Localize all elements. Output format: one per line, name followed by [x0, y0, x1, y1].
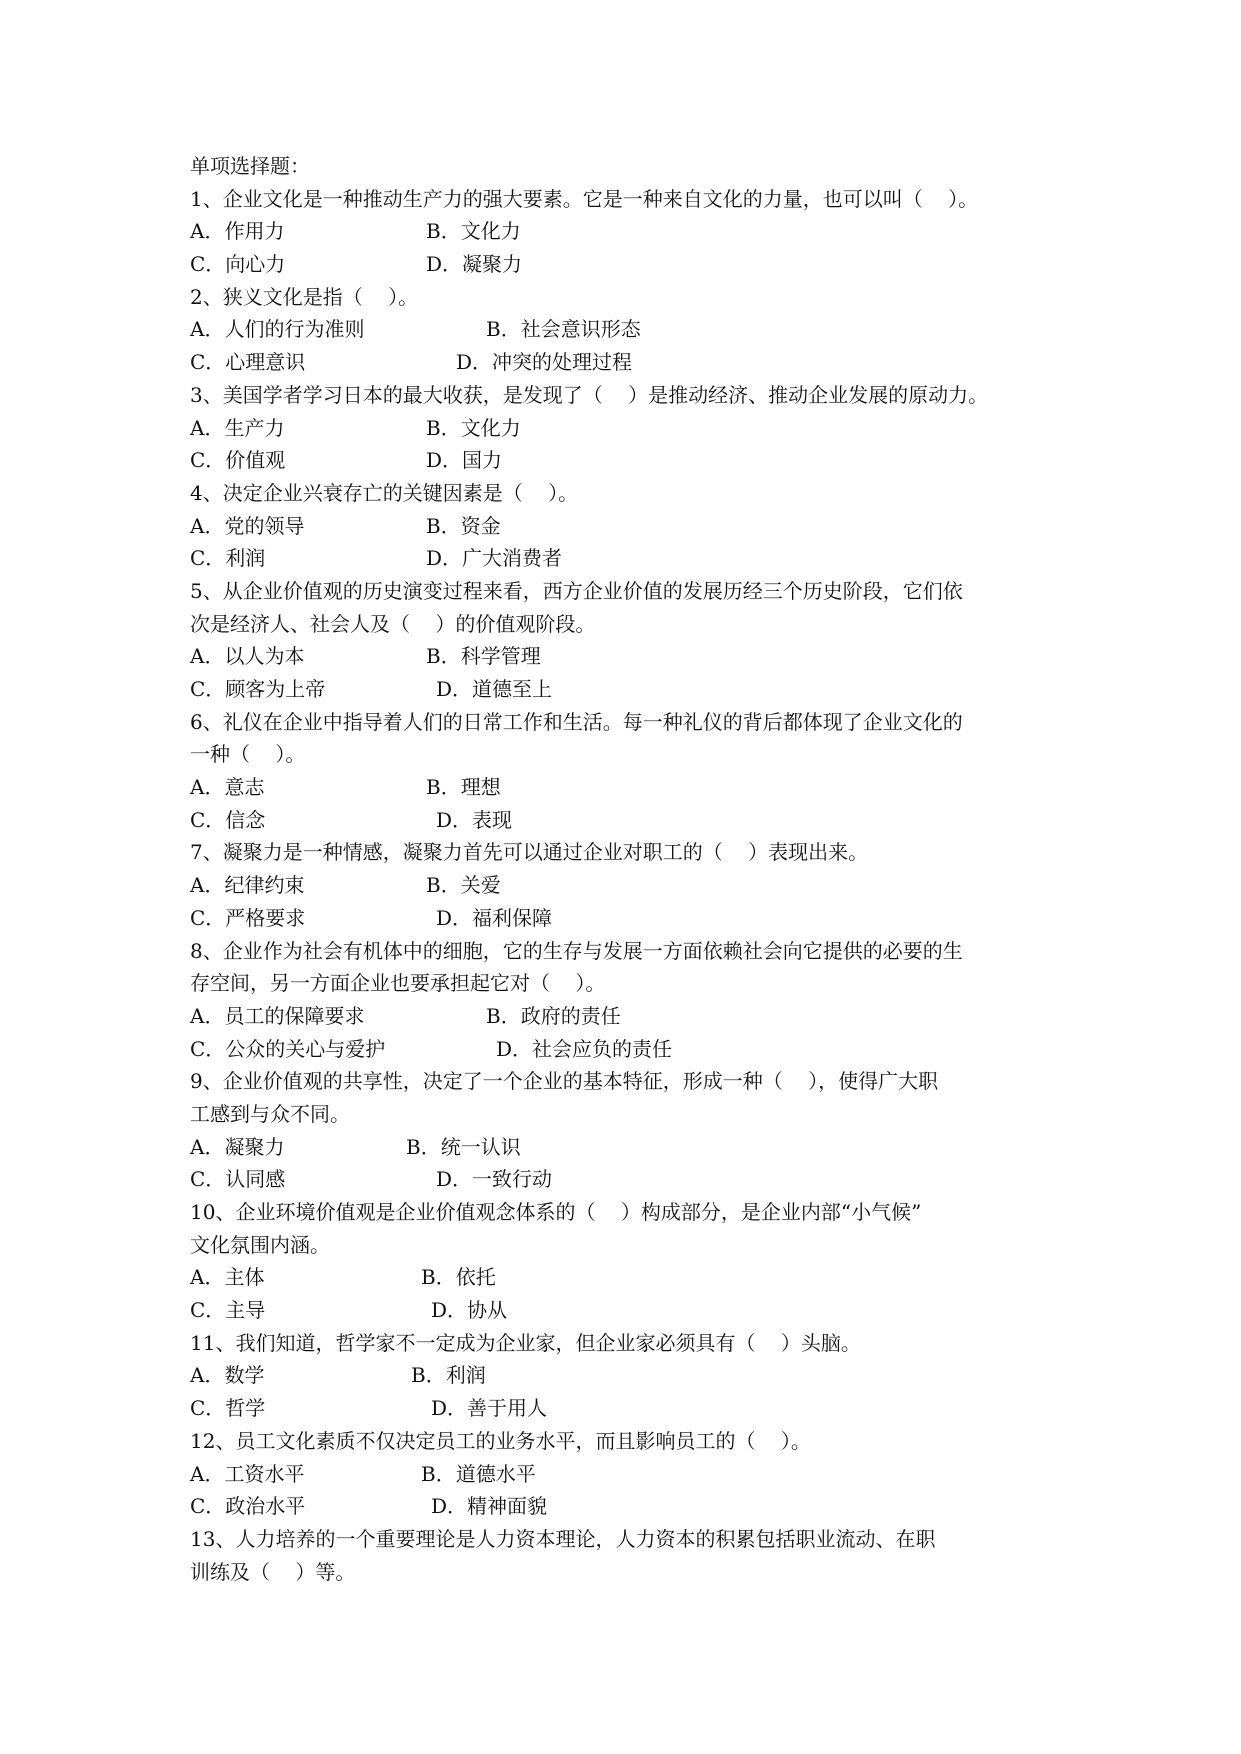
option-b: B．社会意识形态	[486, 317, 641, 342]
question-10	[190, 1196, 1090, 1327]
option-b: B．文化力	[426, 219, 521, 244]
question-2	[190, 281, 1090, 379]
option-d: D．凝聚力	[426, 252, 523, 277]
option-row	[190, 640, 1090, 673]
option-row	[190, 412, 1090, 445]
question-stem-line: 9、企业价值观的共享性，决定了一个企业的基本特征，形成一种（ ），使得广大职	[190, 1069, 939, 1094]
option-a: A．以人为本	[190, 644, 305, 669]
option-row	[190, 1392, 1090, 1425]
option-d: D．社会应负的责任	[496, 1036, 673, 1061]
question-4	[190, 477, 1090, 575]
option-row	[190, 1294, 1090, 1327]
option-b: B．政府的责任	[486, 1003, 621, 1028]
exam-document	[190, 150, 1090, 1588]
question-stem-line: 7、凝聚力是一种情感，凝聚力首先可以通过企业对职工的（ ）表现出来。	[190, 840, 869, 865]
question-stem-line: 8、企业作为社会有机体中的细胞，它的生存与发展一方面依赖社会向它提供的必要的生	[190, 938, 963, 963]
question-9	[190, 1065, 1090, 1196]
option-c: C．严格要求	[190, 905, 306, 930]
option-d: D．精神面貌	[431, 1494, 548, 1519]
option-d: D．道德至上	[436, 677, 553, 701]
option-a: A．工资水平	[190, 1461, 305, 1486]
option-a: A．数学	[190, 1363, 265, 1388]
question-list	[190, 183, 1090, 1589]
option-c: C．公众的关心与爱护	[190, 1036, 386, 1061]
question-stem-line: 训练及（ ）等。	[190, 1559, 356, 1584]
question-stem-line: 工感到与众不同。	[190, 1101, 350, 1126]
option-row	[190, 542, 1090, 575]
option-b: B．依托	[421, 1265, 496, 1290]
option-b: B．科学管理	[426, 644, 541, 669]
option-a: A．凝聚力	[190, 1134, 285, 1159]
option-row	[190, 771, 1090, 804]
option-a: A．员工的保障要求	[190, 1003, 365, 1028]
option-c: C．心理意识	[190, 350, 306, 375]
option-b: B．理想	[426, 775, 501, 800]
option-row	[190, 313, 1090, 346]
option-b: B．道德水平	[421, 1461, 536, 1486]
question-stem-line: 13、人力培养的一个重要理论是人力资本理论，人力资本的积累包括职业流动、在职	[190, 1526, 936, 1551]
option-d: D．冲突的处理过程	[456, 350, 633, 375]
question-11	[190, 1327, 1090, 1425]
option-c: C．认同感	[190, 1167, 286, 1192]
option-row	[190, 1458, 1090, 1491]
option-a: A．意志	[190, 775, 265, 800]
question-stem-line: 文化氛围内涵。	[190, 1232, 330, 1257]
option-row	[190, 1033, 1090, 1066]
option-row	[190, 1359, 1090, 1392]
option-row	[190, 346, 1090, 379]
option-row	[190, 1490, 1090, 1523]
section-heading: 单项选择题：	[190, 154, 310, 178]
option-a: A．作用力	[190, 219, 285, 244]
question-1	[190, 183, 1090, 281]
option-row	[190, 1261, 1090, 1294]
question-stem-line: 存空间，另一方面企业也要承担起它对（ ）。	[190, 971, 606, 996]
question-stem-line: 10、企业环境价值观是企业价值观念体系的（ ）构成部分，是企业内部“小气候”	[190, 1200, 922, 1224]
option-row	[190, 1000, 1090, 1033]
question-3	[190, 379, 1090, 477]
option-b: B．关爱	[426, 873, 501, 898]
option-a: A．人们的行为准则	[190, 317, 365, 342]
option-row	[190, 673, 1090, 706]
question-stem-line: 4、决定企业兴衰存亡的关键因素是（ ）。	[190, 480, 579, 505]
option-b: B．文化力	[426, 415, 521, 440]
option-d: D．一致行动	[436, 1167, 553, 1192]
option-c: C．政治水平	[190, 1494, 306, 1519]
option-a: A．党的领导	[190, 513, 305, 538]
question-stem-line: 5、从企业价值观的历史演变过程来看，西方企业价值的发展历经三个历史阶段，它们依	[190, 578, 963, 603]
option-row	[190, 902, 1090, 935]
option-c: C．哲学	[190, 1396, 266, 1421]
option-d: D．国力	[426, 448, 503, 473]
option-a: A．生产力	[190, 415, 285, 440]
option-b: B．资金	[426, 513, 501, 538]
option-d: D．福利保障	[436, 905, 553, 930]
option-d: D．表现	[436, 807, 513, 832]
question-stem-line: 3、美国学者学习日本的最大收获，是发现了（ ）是推动经济、推动企业发展的原动力。	[190, 382, 989, 407]
option-a: A．纪律约束	[190, 873, 305, 898]
question-12	[190, 1425, 1090, 1523]
option-c: C．主导	[190, 1298, 266, 1323]
option-row	[190, 510, 1090, 543]
option-c: C．价值观	[190, 448, 286, 473]
question-stem-line: 1、企业文化是一种推动生产力的强大要素。它是一种来自文化的力量，也可以叫（ ）。	[190, 186, 979, 211]
question-stem-line: 12、员工文化素质不仅决定员工的业务水平，而且影响员工的（ ）。	[190, 1428, 811, 1453]
option-c: C．向心力	[190, 252, 286, 277]
question-5	[190, 575, 1090, 706]
option-c: C．顾客为上帝	[190, 677, 326, 701]
question-7	[190, 836, 1090, 934]
question-6	[190, 706, 1090, 837]
option-row	[190, 869, 1090, 902]
question-stem-line: 次是经济人、社会人及（ ）的价值观阶段。	[190, 611, 596, 636]
question-stem-line: 6、礼仪在企业中指导着人们的日常工作和生活。每一种礼仪的背后都体现了企业文化的	[190, 709, 963, 734]
question-stem-line: 11、我们知道，哲学家不一定成为企业家，但企业家必须具有（ ）头脑。	[190, 1330, 861, 1355]
option-c: C．信念	[190, 807, 266, 832]
option-a: A．主体	[190, 1265, 265, 1290]
option-c: C．利润	[190, 546, 266, 571]
question-stem-line: 一种（ ）。	[190, 742, 306, 767]
option-b: B．统一认识	[406, 1134, 521, 1159]
option-d: D．善于用人	[431, 1396, 548, 1421]
option-row	[190, 248, 1090, 281]
question-stem-line: 2、狭义文化是指（ ）。	[190, 284, 419, 309]
question-8	[190, 935, 1090, 1066]
option-row	[190, 804, 1090, 837]
option-row	[190, 215, 1090, 248]
option-row	[190, 1131, 1090, 1164]
option-d: D．广大消费者	[426, 546, 563, 571]
option-row	[190, 444, 1090, 477]
option-b: B．利润	[411, 1363, 486, 1388]
question-13	[190, 1523, 1090, 1588]
option-row	[190, 1163, 1090, 1196]
option-d: D．协从	[431, 1298, 508, 1323]
